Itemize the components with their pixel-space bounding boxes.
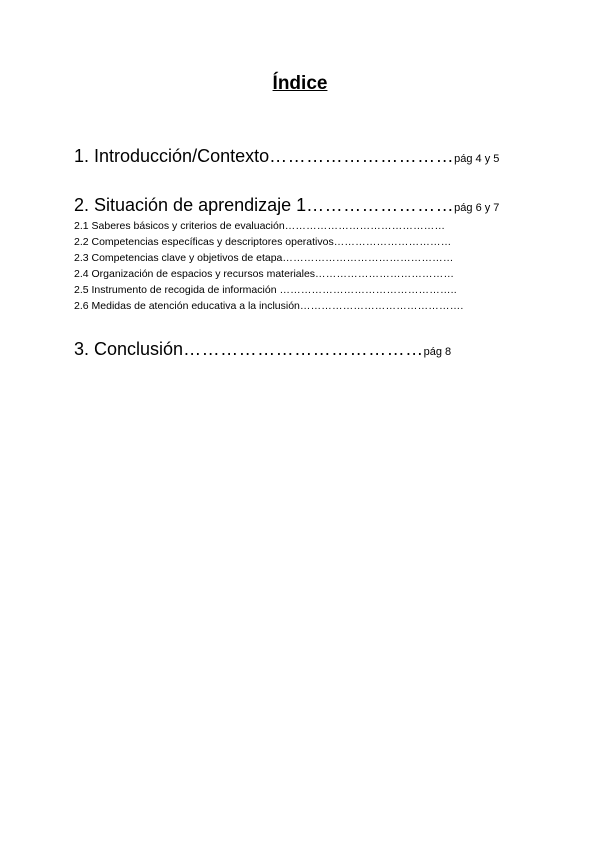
toc-page-ref: pág 6 y 7	[454, 202, 500, 214]
toc-subentry-list	[74, 218, 464, 314]
toc-subentry	[74, 266, 464, 282]
toc-subentry	[74, 218, 464, 234]
toc-leader-dots: …………………………………	[183, 339, 424, 359]
toc-subentry	[74, 282, 464, 298]
toc-leader-dots: ………………………………………	[284, 220, 446, 232]
toc-leader-dots: …………………………………………	[282, 252, 454, 264]
index-title: Índice	[272, 73, 328, 94]
toc-subentry-label: 2.3 Competencias clave y objetivos de etapa	[74, 252, 283, 264]
toc-leader-dots: ……………………	[306, 195, 455, 215]
toc-subentry	[74, 234, 464, 250]
toc-subentry-label: 2.6 Medidas de atención educativa a la inclusión	[74, 300, 300, 312]
toc-entry-label: 2. Situación de aprendizaje 1	[74, 195, 307, 215]
toc-entry-conclusion	[74, 338, 451, 363]
toc-leader-dots: ……………………………………….	[299, 300, 464, 312]
toc-entry-introduccion	[74, 145, 499, 170]
toc-page-ref: pág 8	[423, 346, 452, 358]
toc-leader-dots: …………………………………	[315, 268, 455, 280]
toc-entry-label: 3. Conclusión	[74, 339, 184, 359]
toc-leader-dots: …………………………………………..	[279, 284, 457, 296]
toc-subentry	[74, 250, 464, 266]
toc-subentry-label: 2.1 Saberes básicos y criterios de evaluación	[74, 220, 285, 232]
toc-entry-situacion	[74, 194, 499, 219]
toc-subentry-label: 2.2 Competencias específicas y descriptores operativos	[74, 236, 334, 248]
toc-subentry-label: 2.4 Organización de espacios y recursos materiales	[74, 268, 316, 280]
toc-leader-dots: ……………………………	[333, 236, 452, 248]
toc-subentry	[74, 298, 464, 314]
toc-subentry-label: 2.5 Instrumento de recogida de información	[74, 284, 280, 296]
toc-leader-dots: …………………………	[269, 146, 455, 166]
toc-entry-label: 1. Introducción/Contexto	[74, 146, 270, 166]
toc-page-ref: pág 4 y 5	[454, 153, 500, 165]
